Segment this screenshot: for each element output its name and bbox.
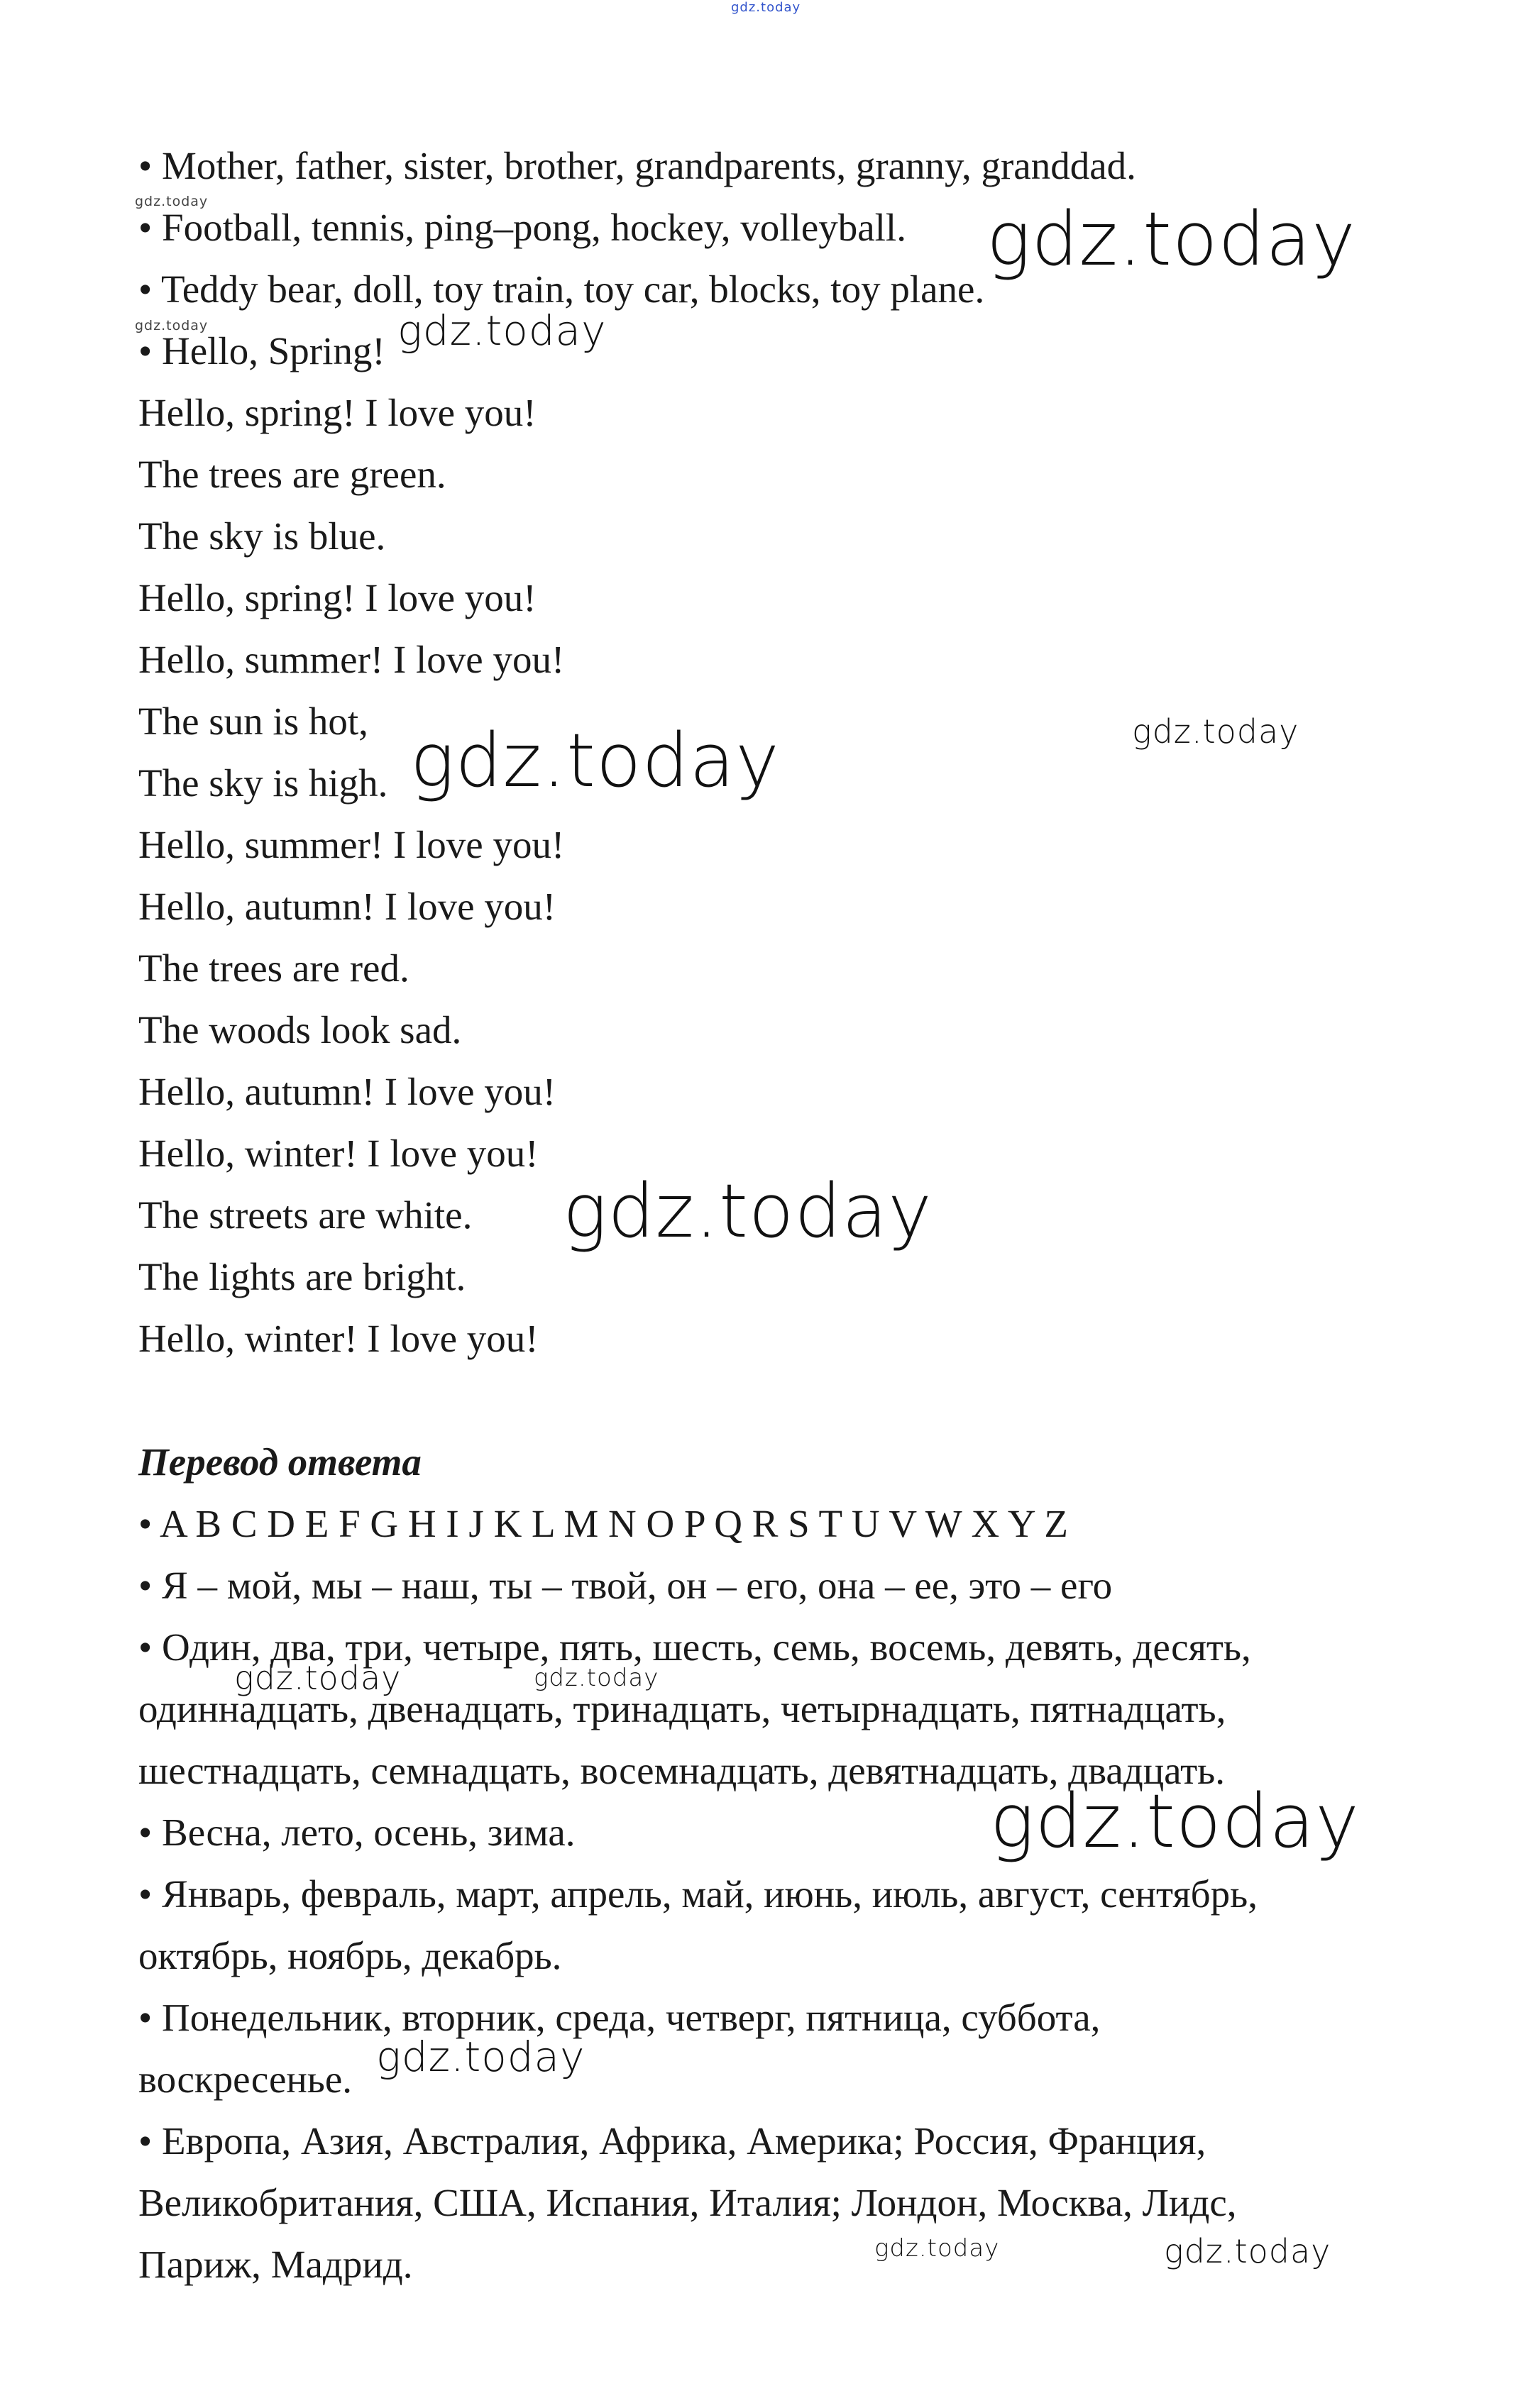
translation-line: • Весна, лето, осень, зима.	[138, 1811, 576, 1854]
poem-line: The trees are red.	[138, 946, 409, 990]
poem-line: Hello, winter! I love you!	[138, 1317, 539, 1360]
watermark: gdz.today	[563, 1168, 933, 1254]
watermark: gdz.today	[135, 194, 209, 209]
translation-line: • Европа, Азия, Австралия, Африка, Америка; Россия, Франция,	[138, 2119, 1206, 2163]
watermark: gdz.today	[990, 1778, 1360, 1865]
poem-line: Hello, winter! I love you!	[138, 1132, 539, 1175]
watermark: gdz.today	[234, 1659, 402, 1697]
watermark: gdz.today	[1132, 712, 1299, 751]
text-line: • Teddy bear, doll, toy train, toy car, blocks, toy plane.	[138, 267, 985, 311]
poem-line: The trees are green.	[138, 453, 446, 496]
watermark: gdz.today	[410, 717, 780, 804]
watermark: gdz.today	[135, 318, 209, 333]
text-line: • Mother, father, sister, brother, grandparents, granny, granddad.	[138, 144, 1136, 187]
translation-line: • Один, два, три, четыре, пять, шесть, семь, восемь, девять, десять,	[138, 1625, 1251, 1669]
watermark: gdz.today	[1164, 2232, 1331, 2270]
watermark: gdz.today	[731, 0, 801, 15]
poem-line: Hello, spring! I love you!	[138, 576, 537, 619]
poem-line: The lights are bright.	[138, 1255, 466, 1298]
translation-line: • A B C D E F G H I J K L M N O P Q R S T U V W X Y Z	[138, 1502, 1068, 1545]
translation-line: Париж, Мадрид.	[138, 2243, 413, 2286]
translation-heading: Перевод ответа	[138, 1440, 422, 1484]
watermark: gdz.today	[397, 306, 607, 355]
poem-line: The streets are white.	[138, 1193, 473, 1237]
poem-line: Hello, summer! I love you!	[138, 823, 565, 866]
text-line: • Hello, Spring!	[138, 329, 385, 372]
section-spacer	[138, 1369, 1387, 1431]
poem-line: The sun is hot,	[138, 700, 368, 743]
poem-line: Hello, autumn! I love you!	[138, 1070, 556, 1113]
poem-line: The sky is blue.	[138, 514, 386, 558]
translation-line: • Понедельник, вторник, среда, четверг, пятница, суббота,	[138, 1996, 1101, 2039]
text-line: • Football, tennis, ping–pong, hockey, volleyball.	[138, 206, 906, 249]
watermark: gdz.today	[986, 196, 1356, 282]
poem-line: Hello, autumn! I love you!	[138, 885, 556, 928]
translation-line: • Январь, февраль, март, апрель, май, июнь, июль, август, сентябрь,	[138, 1872, 1258, 1916]
translation-line: • Я – мой, мы – наш, ты – твой, он – его, она – ее, это – его	[138, 1564, 1113, 1607]
poem-line: The woods look sad.	[138, 1008, 462, 1051]
poem-line: Hello, spring! I love you!	[138, 391, 537, 434]
translation-line: шестнадцать, семнадцать, восемнадцать, девятнадцать, двадцать.	[138, 1749, 1226, 1792]
watermark: gdz.today	[534, 1664, 659, 1692]
watermark: gdz.today	[376, 2033, 585, 2081]
translation-line: Великобритания, США, Испания, Италия; Лондон, Москва, Лидс,	[138, 2181, 1237, 2224]
translation-line: воскресенье.	[138, 2058, 353, 2101]
translation-line: одиннадцать, двенадцать, тринадцать, четырнадцать, пятнадцать,	[138, 1687, 1226, 1730]
poem-line: Hello, summer! I love you!	[138, 638, 565, 681]
translation-line: октябрь, ноябрь, декабрь.	[138, 1934, 562, 1977]
watermark: gdz.today	[874, 2234, 1000, 2263]
poem-line: The sky is high.	[138, 761, 388, 805]
